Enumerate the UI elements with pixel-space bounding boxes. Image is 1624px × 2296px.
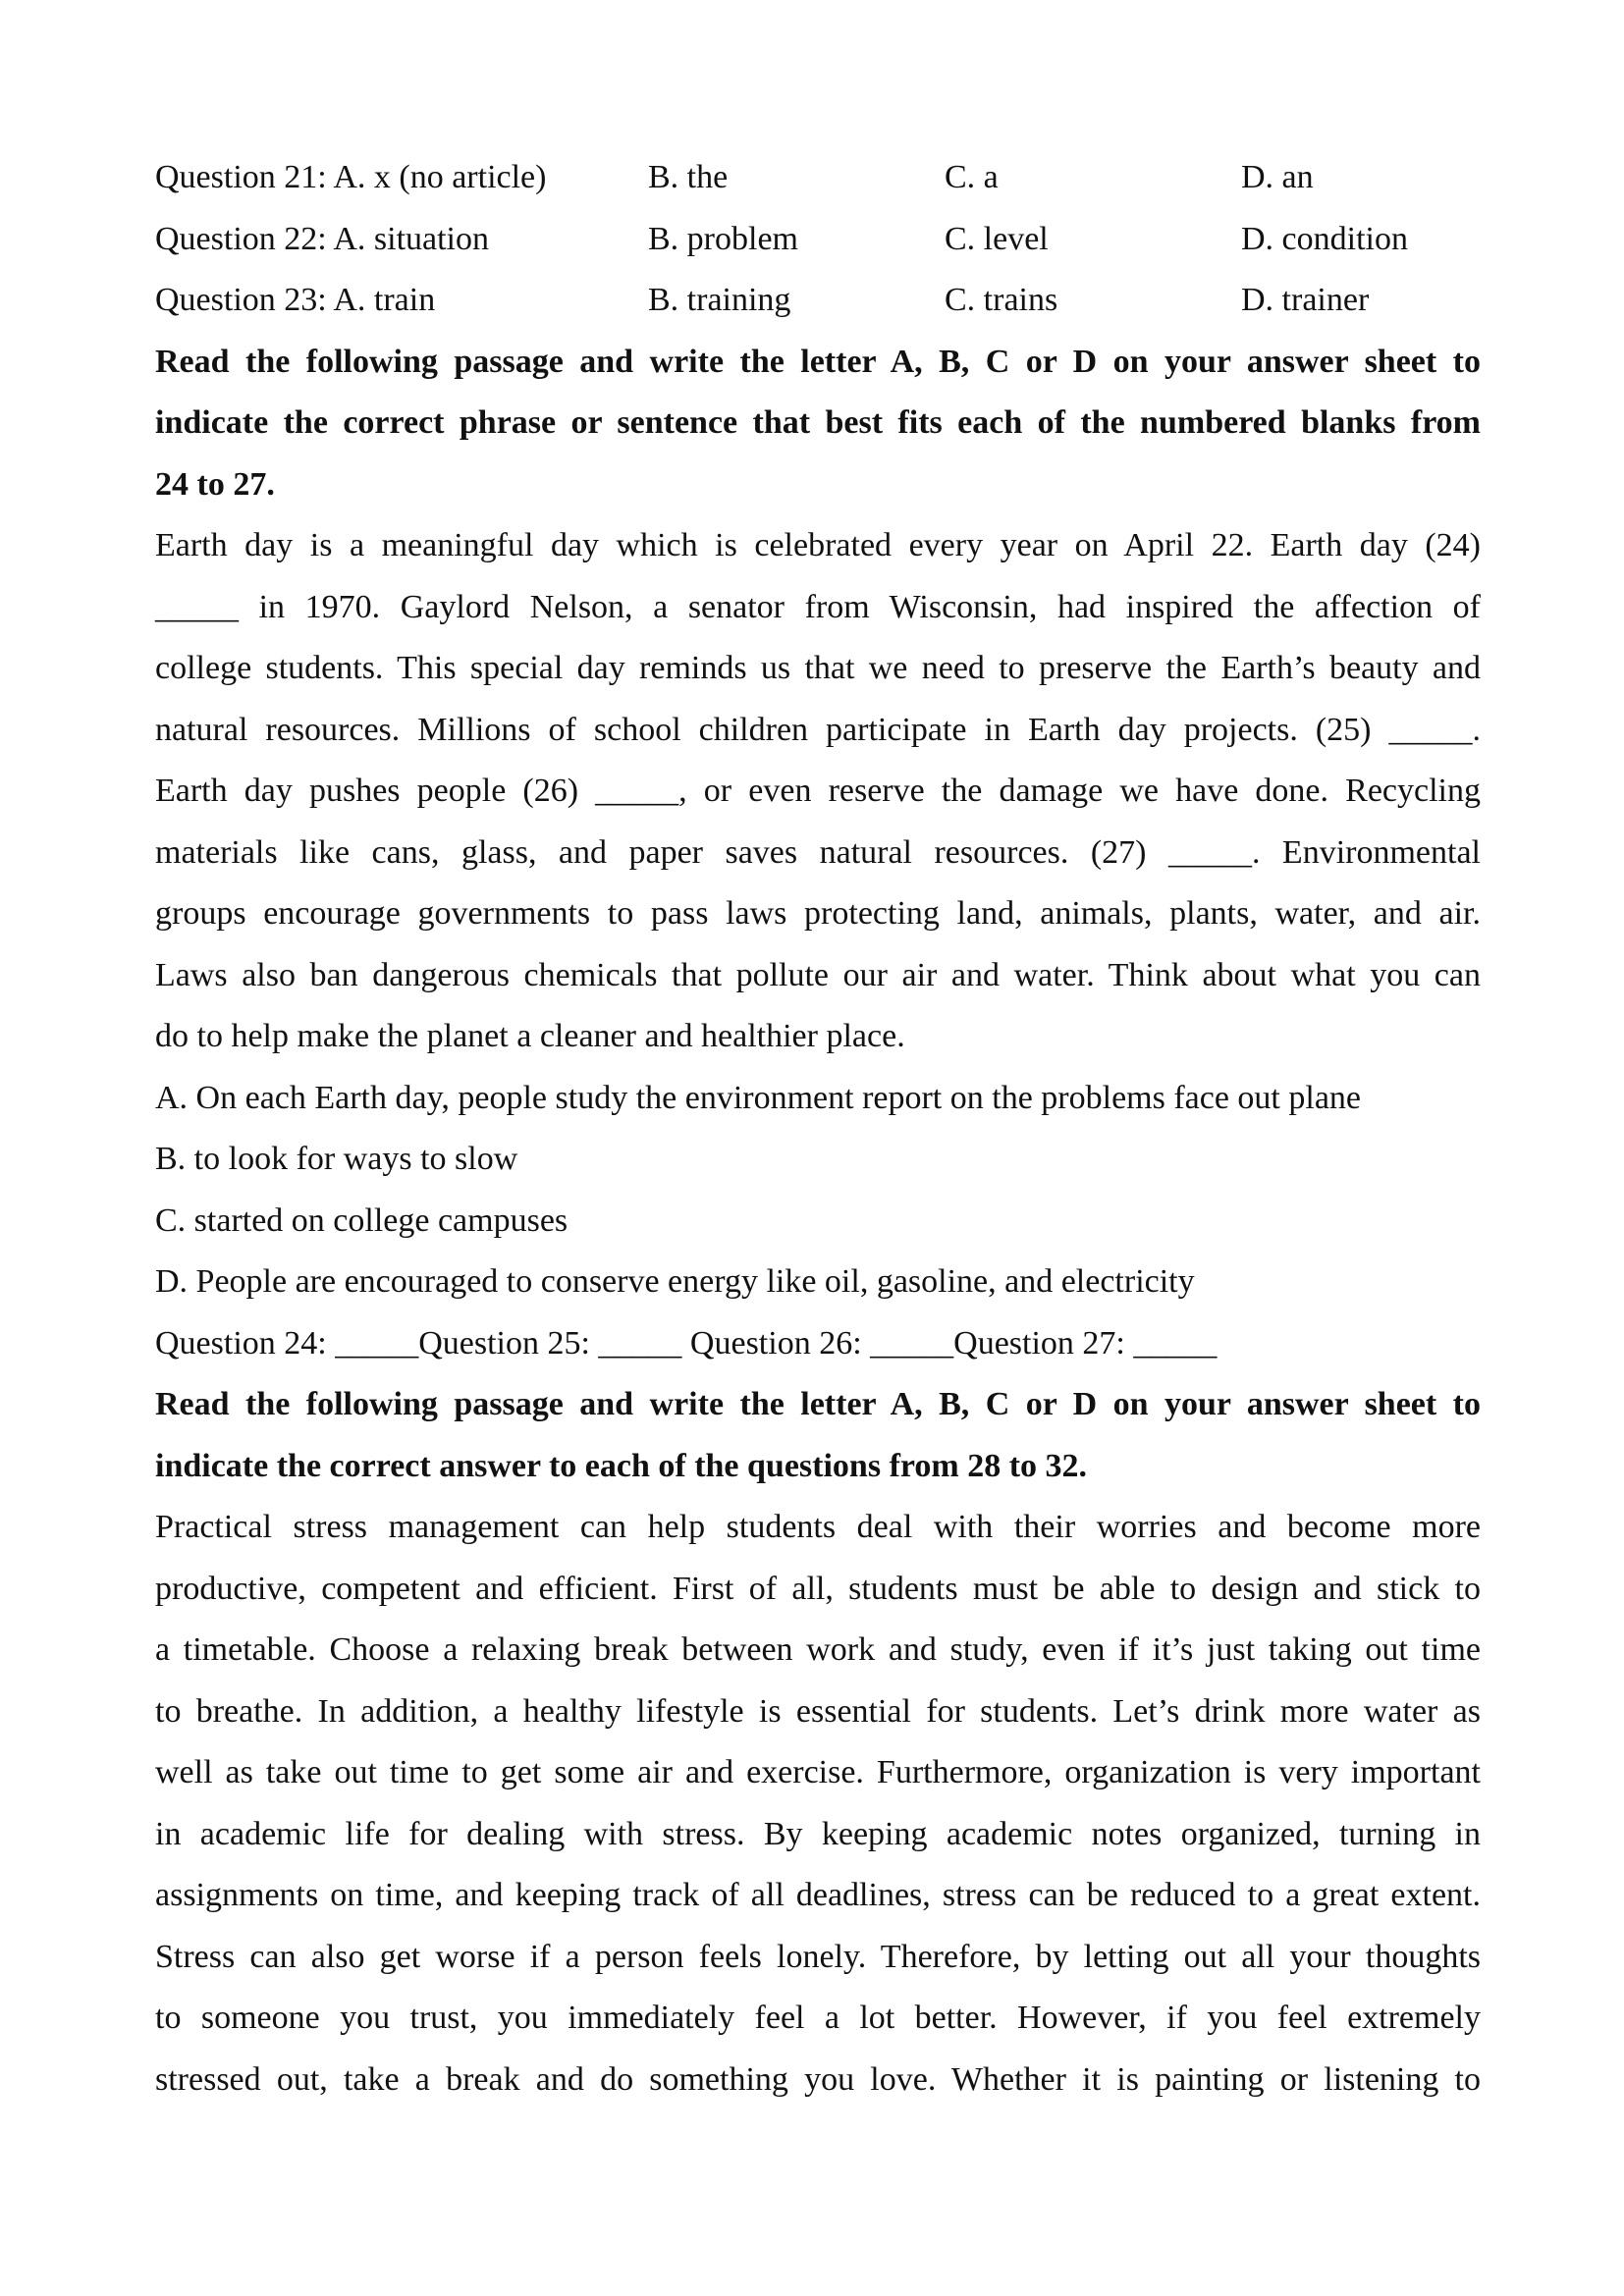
question-23-option-d: D. trainer [1241, 282, 1370, 318]
section2-passage-line: _____ in 1970. Gaylord Nelson, a senator from Wisconsin, had inspired the affection of [155, 588, 1481, 625]
section3-passage-line: to someone you trust, you immediately feel a lot better. However, if you feel extremely [155, 2000, 1481, 2036]
question-23-option-a: Question 23: A. train [155, 282, 436, 318]
section2-passage-line: Earth day is a meaningful day which is celebrated every year on April 22. Earth day (24) [155, 527, 1481, 563]
section2-passage-line: do to help make the planet a cleaner and healthier place. [155, 1018, 905, 1054]
section3-passage-line: well as take out time to get some air and exercise. Furthermore, organization is very important [155, 1754, 1481, 1790]
section3-passage-line: Stress can also get worse if a person feels lonely. Therefore, by letting out all your thoughts [155, 1938, 1481, 1975]
section3-instruction-line: Read the following passage and write the letter A, B, C or D on your answer sheet to [155, 1386, 1481, 1422]
section2-option-c: C. started on college campuses [155, 1201, 568, 1239]
section3-instruction-line: indicate the correct answer to each of the questions from 28 to 32. [155, 1447, 1088, 1484]
section2-option-a: A. On each Earth day, people study the environment report on the problems face out plane [155, 1079, 1362, 1116]
document-page [155, 147, 1481, 2110]
section2-passage-line: Laws also ban dangerous chemicals that pollute our air and water. Think about what you can [155, 956, 1481, 993]
question-22-option-d: D. condition [1241, 220, 1408, 257]
answer-blanks-24-27: Question 24: _____Question 25: _____ Question 26: _____Question 27: _____ [155, 1324, 1218, 1362]
section2-instruction-line: indicate the correct phrase or sentence that best fits each of the numbered blanks from [155, 404, 1481, 441]
section3-passage-line: a timetable. Choose a relaxing break between work and study, even if it’s just taking out time [155, 1631, 1481, 1668]
question-21-option-d: D. an [1241, 159, 1314, 195]
question-23-option-b: B. training [648, 282, 791, 318]
question-22-option-b: B. problem [648, 220, 798, 257]
section2-passage-line: college students. This special day reminds us that we need to preserve the Earth’s beauty and [155, 650, 1481, 686]
question-21-option-a: Question 21: A. x (no article) [155, 159, 547, 195]
question-21-option-b: B. the [648, 159, 729, 195]
section2-option-b: B. to look for ways to slow [155, 1141, 518, 1177]
question-21-option-c: C. a [945, 159, 999, 195]
section3-passage-line: in academic life for dealing with stress. By keeping academic notes organized, turning in [155, 1815, 1481, 1852]
section2-instruction-line: Read the following passage and write the letter A, B, C or D on your answer sheet to [155, 343, 1481, 380]
question-22-option-a: Question 22: A. situation [155, 220, 489, 257]
section2-passage-line: groups encourage governments to pass laws protecting land, animals, plants, water, and air. [155, 895, 1481, 932]
section3-passage-line: stressed out, take a break and do something you love. Whether it is painting or listening to [155, 2060, 1481, 2098]
question-21-row [155, 147, 1481, 209]
section2-passage-line: natural resources. Millions of school children participate in Earth day projects. (25) _____. [155, 711, 1481, 748]
question-23-option-c: C. trains [945, 282, 1058, 318]
section2-passage-line: Earth day pushes people (26) _____, or even reserve the damage we have done. Recycling [155, 773, 1481, 809]
section2-option-d: D. People are encouraged to conserve energy like oil, gasoline, and electricity [155, 1263, 1195, 1300]
section3-passage-line: to breathe. In addition, a healthy lifestyle is essential for students. Let’s drink more water as [155, 1692, 1481, 1730]
question-22-row [155, 209, 1481, 271]
question-23-row [155, 270, 1481, 332]
section2-instruction-line: 24 to 27. [155, 465, 275, 503]
section2-passage-line: materials like cans, glass, and paper saves natural resources. (27) _____. Environmental [155, 833, 1481, 871]
section3-passage-line: assignments on time, and keeping track of all deadlines, stress can be reduced to a great extent. [155, 1877, 1481, 1913]
section3-passage-line: productive, competent and efficient. First of all, students must be able to design and stick to [155, 1570, 1481, 1607]
section3-passage-line: Practical stress management can help students deal with their worries and become more [155, 1509, 1481, 1545]
question-22-option-c: C. level [945, 220, 1049, 257]
